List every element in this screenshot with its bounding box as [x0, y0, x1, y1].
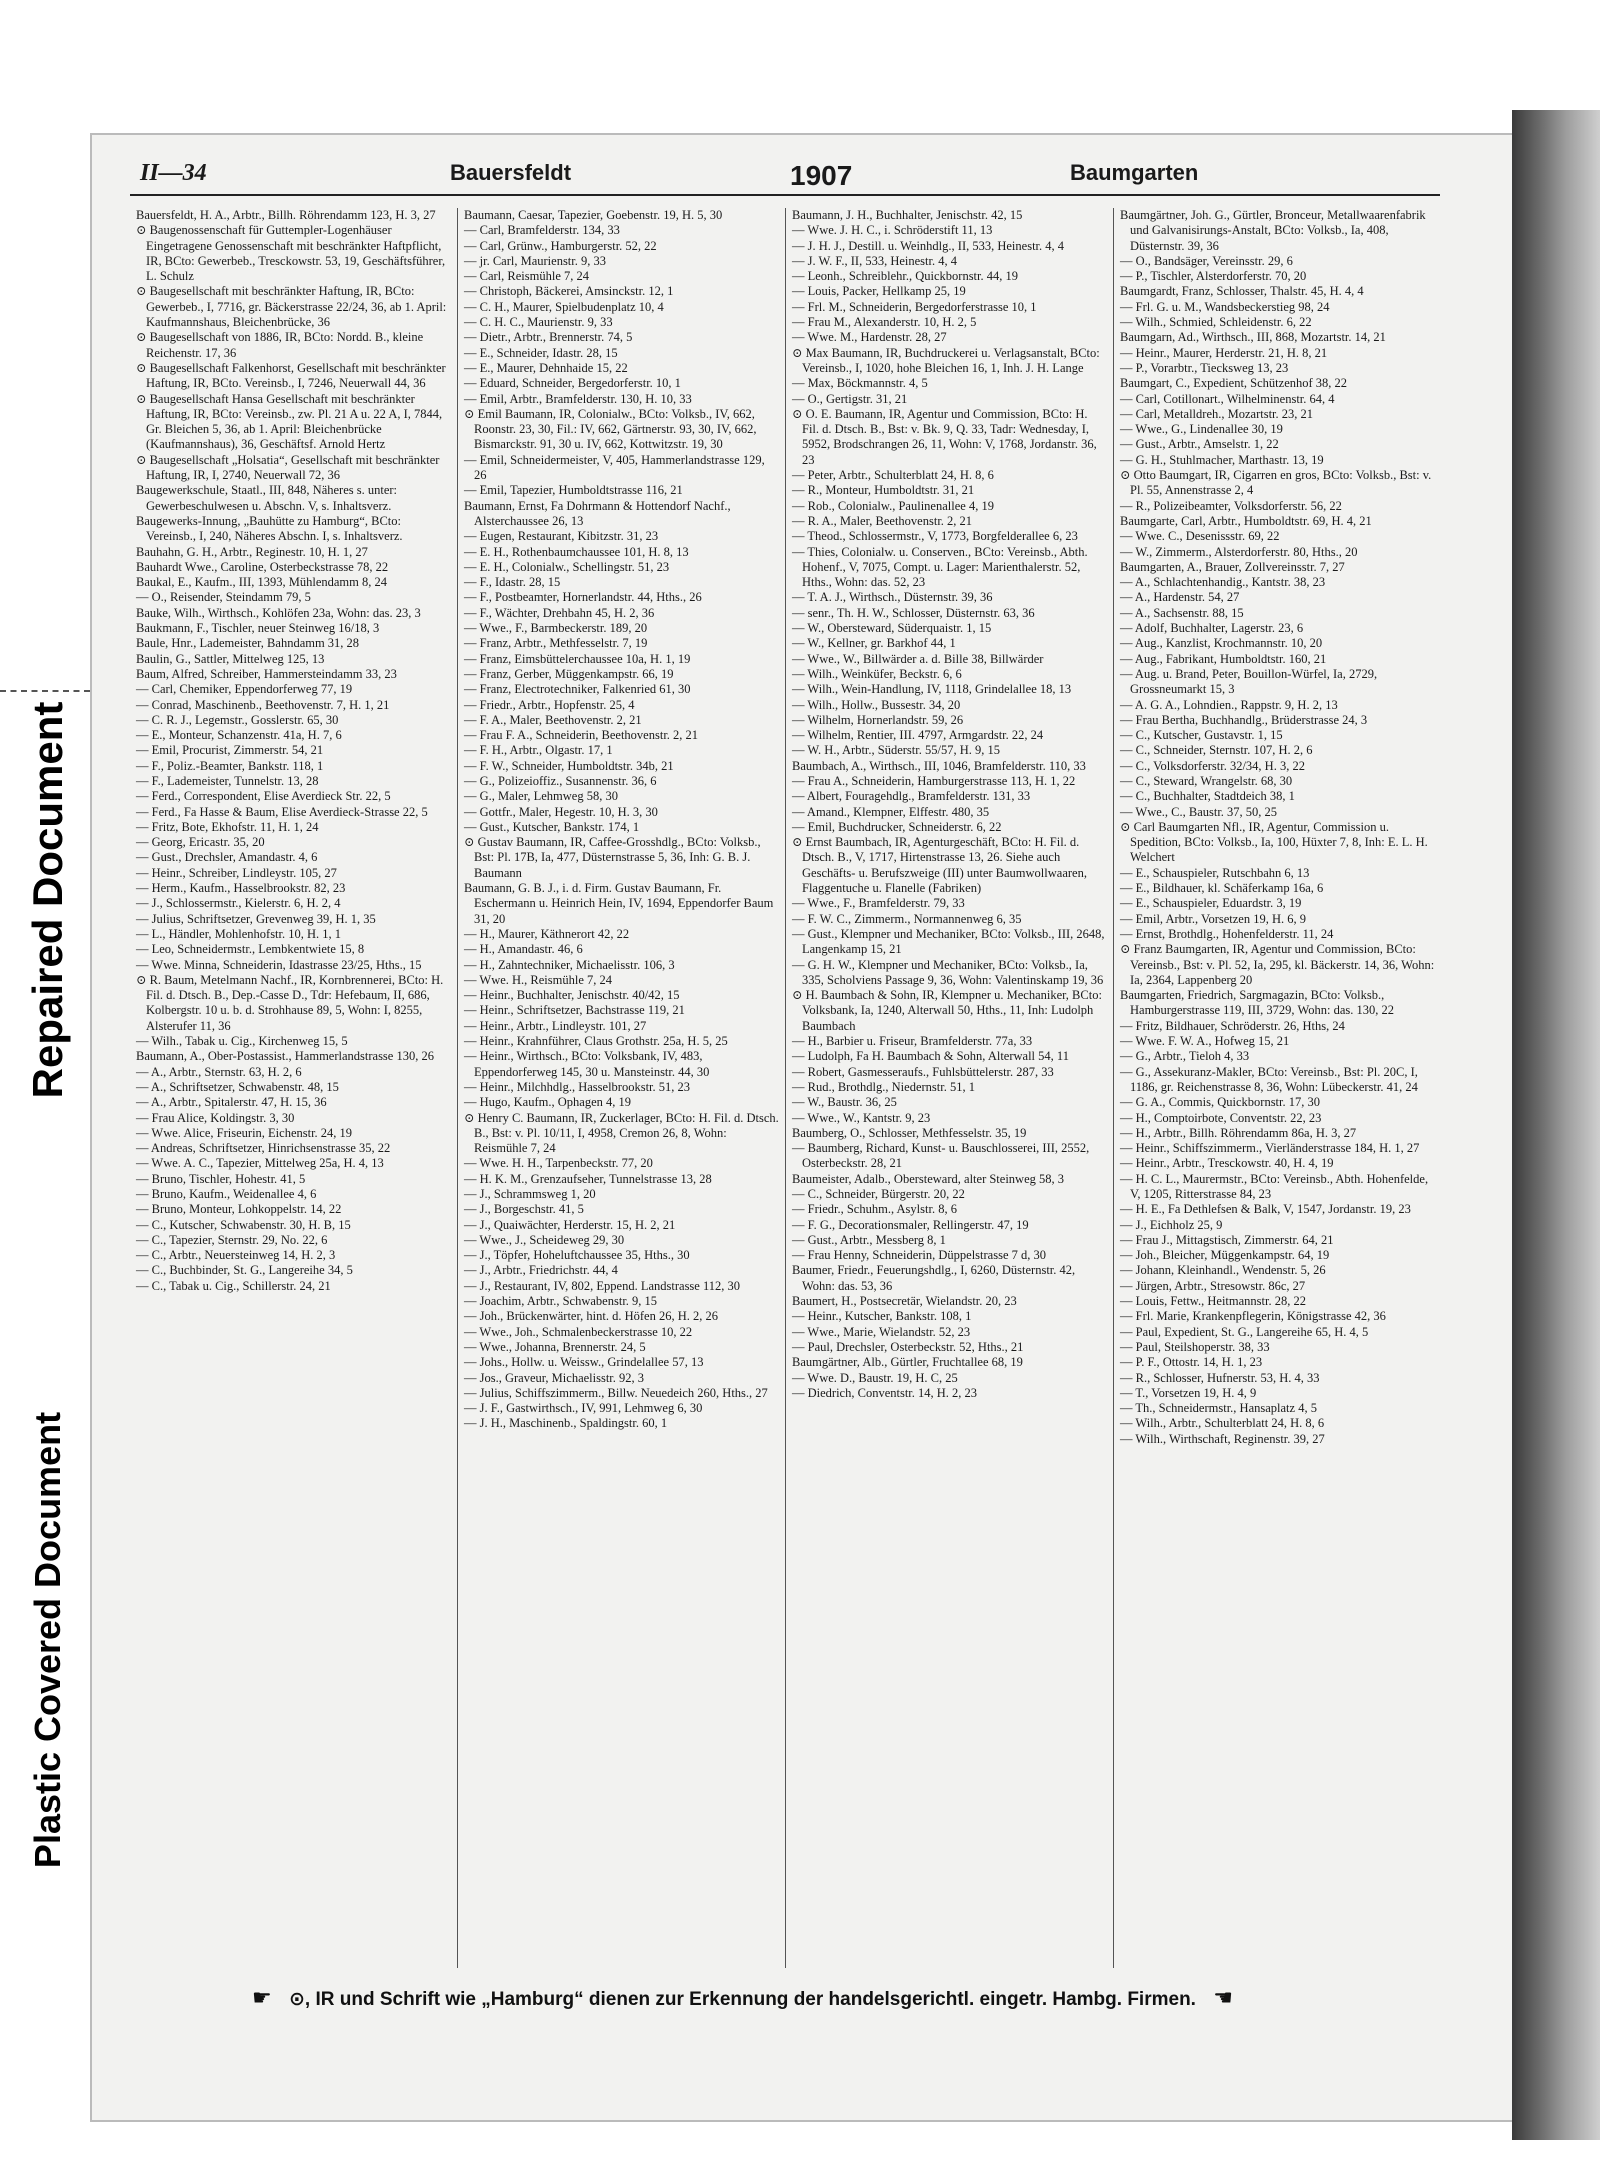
directory-entry: — J., Restaurant, IV, 802, Eppend. Landstrasse 112, 30 [464, 1278, 741, 1293]
directory-entry: — Carl, Bramfelderstr. 134, 33 [464, 223, 620, 238]
directory-entry: — F., Lademeister, Tunnelstr. 13, 28 [136, 773, 319, 788]
directory-entry: Bauersfeldt, H. A., Arbtr., Billh. Röhrendamm 123, H. 3, 27 [136, 208, 436, 222]
directory-entry: — E., Schneider, Idastr. 28, 15 [464, 345, 618, 360]
directory-entry: Baumgärtner, Alb., Gürtler, Fruchtallee 68, 19 [792, 1355, 1023, 1370]
directory-entry: — Wwe., J., Scheideweg 29, 30 [464, 1232, 625, 1247]
directory-entry: — Gust., Drechsler, Amandastr. 4, 6 [136, 850, 318, 865]
directory-entry: — Gust., Klempner und Mechaniker, BCto: Volksb., III, 2648, Langenkamp 15, 21 [792, 926, 1105, 957]
directory-entry: Baumeister, Adalb., Obersteward, alter Steinweg 58, 3 [792, 1171, 1064, 1186]
directory-entry: — Eugen, Restaurant, Kibitzstr. 31, 23 [464, 529, 659, 544]
directory-entry: — O., Reisender, Steindamm 79, 5 [136, 590, 311, 605]
directory-entry: — Wwe. C., Desenissstr. 69, 22 [1120, 529, 1280, 544]
directory-entry: — Conrad, Maschinenb., Beethovenstr. 7, H. 1, 21 [136, 697, 390, 712]
directory-entry: — Wilh., Wein-Handlung, IV, 1118, Grindelallee 18, 13 [792, 682, 1072, 697]
directory-entry: ⊙ O. E. Baumann, IR, Agentur und Commission, BCto: H. Fil. d. Dtsch. B., Bst: v. Bk. 9, Q. 33, Tadr: Wednesday, I, 5952, Brodschrangen 26, 11, Wohn: V, 1768, Jordanstr. 36, 23 [792, 406, 1097, 467]
directory-entry: — W., Kellner, gr. Barkhof 44, 1 [792, 636, 956, 651]
directory-entry: — Wilhelm, Rentier, III. 4797, Armgardstr. 22, 24 [792, 728, 1044, 743]
directory-entry: — Emil, Arbtr., Vorsetzen 19, H. 6, 9 [1120, 911, 1306, 926]
directory-entry: — Wilh., Schmied, Schleidenstr. 6, 22 [1120, 315, 1312, 330]
year-heading: 1907 [790, 160, 853, 191]
directory-entry: — Bruno, Tischler, Hohestr. 41, 5 [136, 1171, 306, 1186]
directory-entry: — Paul, Expedient, St. G., Langereihe 65, H. 4, 5 [1120, 1324, 1369, 1339]
directory-entry: — P. F., Ottostr. 14, H. 1, 23 [1120, 1355, 1263, 1370]
directory-entry: Bauhahn, G. H., Arbtr., Reginestr. 10, H. 1, 27 [136, 544, 368, 559]
directory-entry: — J. H. J., Destill. u. Weinhdlg., II, 533, Heinestr. 4, 4 [792, 238, 1065, 253]
directory-entry: — Fritz, Bote, Ekhofstr. 11, H. 1, 24 [136, 819, 319, 834]
directory-entry: Baulin, G., Sattler, Mittelweg 125, 13 [136, 651, 325, 666]
directory-entry: — Emil, Schneidermeister, V, 405, Hammerlandstrasse 129, 26 [464, 452, 765, 483]
directory-entry: — G. H. W., Klempner und Mechaniker, BCto: Volksb., Ia, 335, Scholviens Passage 9, 36, Wohn: Valentinskamp 19, 36 [792, 957, 1104, 987]
directory-entry: Baumann, Ernst, Fa Dohrmann & Hottendorf Nachf., Alsterchaussee 26, 13 [464, 498, 731, 528]
directory-entry: — F. H., Arbtr., Olgastr. 17, 1 [464, 743, 613, 758]
directory-entry: — Wwe. D., Baustr. 19, H. C, 25 [792, 1370, 958, 1385]
directory-entry: — G., Arbtr., Tieloh 4, 33 [1120, 1049, 1250, 1064]
directory-entry: — Ernst, Brothdlg., Hohenfelderstr. 11, 24 [1120, 926, 1334, 941]
directory-entry: — Wwe., W., Kantstr. 9, 23 [792, 1110, 931, 1125]
directory-entry: — Wilh., Tabak u. Cig., Kirchenweg 15, 5 [136, 1034, 348, 1049]
directory-entry: Bauhardt Wwe., Caroline, Osterbeckstrasse 78, 22 [136, 559, 389, 574]
directory-entry: — A., Arbtr., Sternstr. 63, H. 2, 6 [136, 1064, 302, 1079]
directory-entry: — H., Amandastr. 46, 6 [464, 942, 583, 957]
directory-entry: — J., Eichholz 25, 9 [1120, 1217, 1223, 1232]
directory-entry: — J., Borgeschstr. 41, 5 [464, 1202, 584, 1217]
directory-entry: — Wwe. Alice, Friseurin, Eichenstr. 24, 19 [136, 1125, 353, 1140]
directory-entry: Baumgärtner, Joh. G., Gürtler, Bronceur, Metallwaarenfabrik und Galvanisirungs-Anstalt, BCto: Volksb., Ia, 408, Düsternstr. 39, 36 [1120, 208, 1426, 253]
directory-entry: — Louis, Packer, Hellkamp 25, 19 [792, 284, 966, 299]
dashed-separator [0, 690, 90, 692]
plastic-covered-label: Plastic Covered Document [27, 1411, 68, 1869]
directory-entry: — Aug. u. Brand, Peter, Bouillon-Würfel, Ia, 2729, Grossneumarkt 15, 3 [1120, 666, 1378, 697]
directory-entry: — E., Schauspieler, Rutschbahn 6, 13 [1120, 865, 1310, 880]
directory-entry: Baumann, J. H., Buchhalter, Jenischstr. 42, 15 [792, 208, 1023, 222]
directory-entry: — Heinr., Arbtr., Lindleystr. 101, 27 [464, 1018, 647, 1033]
pointing-hand-right-icon: ☚ [1213, 1985, 1233, 2010]
directory-entry: Baumgarten, A., Brauer, Zollvereinsstr. 7, 27 [1120, 559, 1345, 574]
directory-entry: — C., Kutscher, Schwabenstr. 30, H. B, 15 [136, 1217, 351, 1232]
directory-entry: — jr. Carl, Maurienstr. 9, 33 [464, 253, 606, 268]
directory-entry: — Heinr., Kutscher, Bankstr. 108, 1 [792, 1309, 972, 1324]
directory-entry: Baugewerks-Innung, „Bauhütte zu Hamburg“, BCto: Vereinsb., I, 240, Näheres Abschn. I, s. Inhaltsverz. [136, 513, 403, 544]
directory-entry: — Wwe. H. H., Tarpenbeckstr. 77, 20 [464, 1156, 653, 1171]
directory-entry: — Carl, Reismühle 7, 24 [464, 269, 589, 284]
directory-entry: — C., Tabak u. Cig., Schillerstr. 24, 21 [136, 1278, 331, 1293]
page-header [130, 160, 1440, 196]
directory-entry: — F., Wächter, Drehbahn 45, H. 2, 36 [464, 605, 655, 620]
directory-entry: — Heinr., Schriftsetzer, Bachstrasse 119, 21 [464, 1003, 685, 1018]
directory-entry: — Wwe., Marie, Wielandstr. 52, 23 [792, 1324, 971, 1339]
directory-entry: — Johann, Kleinhandl., Wendenstr. 5, 26 [1120, 1263, 1326, 1278]
directory-entry: — F. W. C., Zimmerm., Normannenweg 6, 35 [792, 911, 1022, 926]
directory-entry: — W., Zimmerm., Alsterdorferstr. 80, Hths., 20 [1120, 544, 1358, 559]
directory-entry: — Emil, Tapezier, Humboldtstrasse 116, 21 [464, 483, 683, 498]
directory-entry: — Wwe., Joh., Schmalenbeckerstrasse 10, 22 [464, 1324, 693, 1339]
directory-entry: ⊙ Baugesellschaft von 1886, IR, BCto: Nordd. B., kleine Reichenstr. 17, 36 [136, 330, 424, 360]
directory-entry: — Bruno, Kaufm., Weidenallee 4, 6 [136, 1187, 317, 1201]
directory-entry: — Wilh., Hollw., Bussestr. 34, 20 [792, 697, 961, 712]
directory-entry: — Heinr., Schreiber, Lindleystr. 105, 27 [136, 865, 337, 880]
directory-entry: Baumberg, O., Schlosser, Methfesselstr. 35, 19 [792, 1125, 1027, 1140]
directory-entry: — Gottfr., Maler, Hegestr. 10, H. 3, 30 [464, 804, 658, 819]
directory-entry: — Wwe., G., Lindenallee 30, 19 [1120, 422, 1283, 437]
directory-entry: — Frau M., Alexanderstr. 10, H. 2, 5 [792, 315, 977, 330]
directory-entry: — Wwe. J. H. C., i. Schröderstift 11, 13 [792, 223, 993, 238]
column-3 [786, 208, 1114, 1968]
directory-entry: ⊙ Franz Baumgarten, IR, Agentur und Commission, BCto: Vereinsb., Bst: v. Pl. 52, Ia, 295, kl. Bäckerstr. 14, 36, Wohn: Ia, 2364, Lappenberg 20 [1120, 942, 1435, 987]
directory-entry: — Paul, Steilshoperstr. 38, 33 [1120, 1339, 1270, 1354]
directory-entry: — Aug., Kanzlist, Krochmannstr. 10, 20 [1120, 636, 1323, 651]
directory-entry: — Fritz, Bildhauer, Schröderstr. 26, Hths, 24 [1120, 1018, 1345, 1033]
directory-entry: ⊙ Gustav Baumann, IR, Caffee-Grosshdlg., BCto: Volksb., Bst: Pl. 17B, Ia, 477, Düsternstrasse 5, 36, Inh: G. B. J. Baumann [464, 835, 761, 880]
directory-entry: — F., Idastr. 28, 15 [464, 575, 561, 590]
directory-entry: — Carl, Metalldreh., Mozartstr. 23, 21 [1120, 406, 1314, 421]
directory-entry: — T. A. J., Wirthsch., Düsternstr. 39, 36 [792, 590, 993, 605]
directory-entry: — Julius, Schiffszimmerm., Billw. Neuedeich 260, Hths., 27 [464, 1385, 768, 1400]
directory-entry: — Wwe. A. C., Tapezier, Mittelweg 25a, H. 4, 13 [136, 1156, 384, 1171]
page-number: II—34 [140, 160, 207, 186]
directory-entry: — Johs., Hollw. u. Weissw., Grindelallee 57, 13 [464, 1355, 704, 1370]
directory-entry: Baumann, G. B. J., i. d. Firm. Gustav Baumann, Fr. Eschermann u. Heinrich Hein, IV, 1694, Eppendorfer Baum 31, 20 [464, 881, 774, 926]
directory-entry: — Heinr., Maurer, Herderstr. 21, H. 8, 21 [1120, 345, 1328, 360]
directory-entry: — Max, Böckmannstr. 4, 5 [792, 376, 928, 391]
directory-entry: — Aug., Fabrikant, Humboldtstr. 160, 21 [1120, 651, 1327, 666]
directory-entry: — Heinr., Buchhalter, Jenischstr. 40/42, 15 [464, 988, 680, 1003]
directory-entry: — Eduard, Schneider, Bergedorferstr. 10, 1 [464, 376, 681, 391]
directory-entry: — Emil, Procurist, Zimmerstr. 54, 21 [136, 743, 324, 758]
directory-entry: Baumgarten, Friedrich, Sargmagazin, BCto: Volksb., Hamburgerstrasse 119, III, 3729, Wohn: das. 130, 22 [1120, 988, 1395, 1018]
directory-entry: — Rud., Brothdlg., Niedernstr. 51, 1 [792, 1079, 975, 1094]
directory-entry: ⊙ Henry C. Baumann, IR, Zuckerlager, BCto: H. Fil. d. Dtsch. B., Bst: v. Pl. 10/11, I, 4958, Cremon 26, 8, Wohn: Reismühle 7, 24 [464, 1110, 779, 1156]
directory-entry: — W. H., Arbtr., Süderstr. 55/57, H. 9, 15 [792, 743, 1000, 758]
directory-entry: — O., Gertigstr. 31, 21 [792, 391, 908, 406]
directory-entry: — J. F., Gastwirthsch., IV, 991, Lehmweg 6, 30 [464, 1401, 703, 1416]
directory-entry: — J., Schlossermstr., Kielerstr. 6, H. 2, 4 [136, 896, 341, 911]
directory-entry: Baumgart, C., Expedient, Schützenhof 38, 22 [1120, 376, 1348, 391]
directory-entry: — Jos., Graveur, Michaelisstr. 92, 3 [464, 1370, 645, 1385]
directory-entry: — Paul, Drechsler, Osterbeckstr. 52, Hths., 21 [792, 1339, 1024, 1354]
page-footer [240, 1985, 1440, 2025]
directory-entry: — R. A., Maler, Beethovenstr. 2, 21 [792, 513, 973, 528]
directory-entry: — Rob., Colonialw., Paulinenallee 4, 19 [792, 498, 994, 513]
directory-entry: ⊙ Baugesellschaft mit beschränkter Haftung, IR, BCto: Gewerbeb., I, 7716, gr. Bäckerstrasse 22/24, 36, ab 1. April: Kaufmannshaus, Bleichenbrücke, 36 [136, 284, 447, 330]
directory-entry: — C. H. C., Maurienstr. 9, 33 [464, 315, 613, 330]
directory-entry: — O., Bandsäger, Vereinsstr. 29, 6 [1120, 253, 1293, 268]
directory-entry: — Baumberg, Richard, Kunst- u. Bauschlosserei, III, 2552, Osterbeckstr. 28, 21 [792, 1141, 1090, 1171]
directory-entry: — Frau Henny, Schneiderin, Düppelstrasse 7 d, 30 [792, 1248, 1047, 1263]
directory-entry: — Albert, Fouragehdlg., Bramfelderstr. 131, 33 [792, 789, 1031, 804]
directory-entry: — Friedr., Arbtr., Hopfenstr. 25, 4 [464, 697, 635, 712]
directory-entry: — C., Tapezier, Sternstr. 29, No. 22, 6 [136, 1232, 328, 1247]
directory-entry: — A. G. A., Lohndien., Rappstr. 9, H. 2, 13 [1120, 697, 1338, 712]
directory-entry: — G. H., Stuhlmacher, Marthastr. 13, 19 [1120, 452, 1324, 467]
directory-entry: — Frau F. A., Schneiderin, Beethovenstr. 2, 21 [464, 728, 699, 743]
directory-entry: — Ludolph, Fa H. Baumbach & Sohn, Alterwall 54, 11 [792, 1049, 1069, 1064]
directory-entry: ⊙ Baugesellschaft Hansa Gesellschaft mit beschränkter Haftung, IR, BCto: Vereinsb., zw. Pl. 21 A u. 22 A, I, 7844, Gr. Bleichen 5, 36, ab 1. April: Bleichenbrücke (Kaufmannshaus), 36, Geschäftsf. Arnold Hertz [136, 391, 443, 452]
directory-entry: — C., Schneider, Sternstr. 107, H. 2, 6 [1120, 743, 1313, 758]
column-2 [458, 208, 786, 1968]
directory-entry: — Heinr., Schiffszimmerm., Vierländerstrasse 184, H. 1, 27 [1120, 1141, 1420, 1156]
directory-entry: — R., Monteur, Humboldtstr. 31, 21 [792, 483, 975, 498]
directory-entry: — A., Arbtr., Spitalerstr. 47, H. 15, 36 [136, 1095, 327, 1110]
directory-entry: — Julius, Schriftsetzer, Grevenweg 39, H. 1, 35 [136, 911, 376, 926]
directory-entry: — G., Maler, Lehmweg 58, 30 [464, 789, 618, 804]
directory-entry: — Friedr., Schuhm., Asylstr. 8, 6 [792, 1202, 957, 1217]
directory-entry: — Bruno, Monteur, Lohkoppelstr. 14, 22 [136, 1202, 342, 1217]
directory-entry: ⊙ Baugenossenschaft für Guttempler-Logenhäuser Eingetragene Genossenschaft mit beschränkter Haftpflicht, IR, BCto: Gewerbeb., Tresckowstr. 53, 19, Geschäftsführer, L. Schulz [136, 223, 446, 284]
directory-entry: — Frau J., Mittagstisch, Zimmerstr. 64, 21 [1120, 1232, 1334, 1247]
directory-entry: Baumgarte, Carl, Arbtr., Humboldtstr. 69, H. 4, 21 [1120, 513, 1372, 528]
directory-entry: — Georg, Ericastr. 35, 20 [136, 835, 265, 850]
directory-entry: Baumbach, A., Wirthsch., III, 1046, Bramfelderstr. 110, 33 [792, 758, 1086, 773]
directory-entry: — A., Schlachtenhandig., Kantstr. 38, 23 [1120, 575, 1326, 590]
directory-entry: — Joachim, Arbtr., Schwabenstr. 9, 15 [464, 1294, 658, 1309]
directory-entry: — C., Arbtr., Neuersteinweg 14, H. 2, 3 [136, 1248, 336, 1263]
directory-entry: — Frau Alice, Koldingstr. 3, 30 [136, 1110, 295, 1125]
directory-entry: ⊙ H. Baumbach & Sohn, IR, Klempner u. Mechaniker, BCto: Volksbank, Ia, 1240, Alterwall 50, Hths., 11, Inh: Ludolph Baumbach [792, 988, 1102, 1033]
directory-entry: — Wwe. M., Hardenstr. 28, 27 [792, 330, 947, 345]
directory-entry: Baumert, H., Postsecretär, Wielandstr. 20, 23 [792, 1294, 1017, 1309]
directory-entry: — G. A., Commis, Quickbornstr. 17, 30 [1120, 1095, 1321, 1110]
directory-entry: — Wwe., Johanna, Brennerstr. 24, 5 [464, 1339, 646, 1354]
directory-columns [130, 208, 1442, 1968]
directory-entry: — J. W. F., II, 533, Heinestr. 4, 4 [792, 253, 957, 268]
scan-annotation-strip [0, 0, 90, 2177]
directory-entry: — L., Händler, Mohlenhofstr. 10, H. 1, 1 [136, 926, 342, 941]
directory-entry: — C. H., Maurer, Spielbudenplatz 10, 4 [464, 299, 664, 314]
pointing-hand-left-icon: ☛ [252, 1985, 272, 2010]
directory-entry: ⊙ Ernst Baumbach, IR, Agenturgeschäft, BCto: H. Fil. d. Dtsch. B., V, 1717, Hirtenstrasse 13, 26. Siehe auch Geschäfts- u. Berufszweige (III) unter Baumwollwaaren, Flaggentuche u. Flanelle (Fabriken) [792, 835, 1087, 896]
directory-entry: — J., Töpfer, Hoheluftchaussee 35, Hths., 30 [464, 1248, 690, 1263]
directory-entry: Baumgardt, Franz, Schlosser, Thalstr. 45, H. 4, 4 [1120, 284, 1364, 299]
directory-entry: — C. R. J., Legemstr., Gosslerstr. 65, 30 [136, 712, 339, 727]
directory-entry: — Heinr., Krahnführer, Claus Grothstr. 25a, H. 5, 25 [464, 1034, 728, 1049]
directory-entry: — Joh., Brückenwärter, hint. d. Höfen 26, H. 2, 26 [464, 1309, 718, 1324]
directory-entry: — J., Quaiwächter, Herderstr. 15, H. 2, 21 [464, 1217, 676, 1232]
directory-entry: Baumer, Friedr., Feuerungshdlg., I, 6260, Düsternstr. 42, Wohn: das. 53, 36 [792, 1263, 1076, 1293]
directory-entry: — Wilh., Weinküfer, Beckstr. 6, 6 [792, 666, 962, 681]
directory-entry: Bauke, Wilh., Wirthsch., Kohlöfen 23a, Wohn: das. 23, 3 [136, 605, 421, 620]
directory-entry: — T., Vorsetzen 19, H. 4, 9 [1120, 1385, 1257, 1400]
directory-entry: — R., Schlosser, Hufnerstr. 53, H. 4, 33 [1120, 1370, 1320, 1385]
directory-entry: — J., Schrammsweg 1, 20 [464, 1187, 596, 1201]
directory-entry: — Jürgen, Arbtr., Stresowstr. 86c, 27 [1120, 1278, 1306, 1293]
directory-entry: — Emil, Buchdrucker, Schneiderstr. 6, 22 [792, 819, 1002, 834]
directory-entry: — Wwe. F. W. A., Hofweg 15, 21 [1120, 1034, 1290, 1049]
book-binding-edge [1512, 110, 1600, 2140]
directory-entry: ⊙ R. Baum, Metelmann Nachf., IR, Kornbrennerei, BCto: H. Fil. d. Dtsch. B., Dep.-Casse D., Tdr: Hefebaum, II, 686, Kolbergstr. 10 u. b. d. Strohhause 89, 5, Wohn: I, 8255, Alsterufer 11, 36 [136, 972, 444, 1033]
directory-entry: Baumgarn, Ad., Wirthsch., III, 868, Mozartstr. 14, 21 [1120, 330, 1386, 345]
directory-entry: — Heinr., Wirthsch., BCto: Volksbank, IV, 483, Eppendorferweg 145, 30 u. Mansteinstr. 44, 30 [464, 1049, 710, 1079]
directory-entry: — W., Baustr. 36, 25 [792, 1095, 897, 1110]
directory-entry: — Franz, Electrotechniker, Falkenried 61, 30 [464, 682, 691, 697]
directory-entry: — H., Comptoirbote, Conventstr. 22, 23 [1120, 1110, 1322, 1125]
directory-entry: — H., Arbtr., Billh. Röhrendamm 86a, H. 3, 27 [1120, 1125, 1357, 1140]
directory-entry: — Frl. M., Schneiderin, Bergedorferstrasse 10, 1 [792, 299, 1037, 314]
directory-entry: — F. A., Maler, Beethovenstr. 2, 21 [464, 712, 642, 727]
directory-entry: — Frau A., Schneiderin, Hamburgerstrasse 113, H. 1, 22 [792, 773, 1076, 788]
directory-entry: — Gust., Arbtr., Messberg 8, 1 [792, 1232, 946, 1247]
directory-entry: — Frau Bertha, Buchhandlg., Brüderstrasse 24, 3 [1120, 712, 1368, 727]
directory-entry: — H. E., Fa Dethlefsen & Balk, V, 1547, Jordanstr. 19, 23 [1120, 1202, 1411, 1217]
directory-entry: — Christoph, Bäckerei, Amsinckstr. 12, 1 [464, 284, 674, 299]
directory-entry: — A., Sachsenstr. 88, 15 [1120, 605, 1244, 620]
directory-entry: — H. C. L., Maurermstr., BCto: Vereinsb., Abth. Hohenfelde, V, 1205, Ritterstrasse 84, 23 [1120, 1171, 1429, 1201]
directory-entry: — Ferd., Correspondent, Elise Averdieck Str. 22, 5 [136, 789, 391, 804]
directory-entry: — E., Maurer, Dehnhaide 15, 22 [464, 360, 628, 375]
directory-entry: — Wilhelm, Hornerlandstr. 59, 26 [792, 712, 964, 727]
directory-entry: — F. W., Schneider, Humboldtstr. 34b, 21 [464, 758, 674, 773]
directory-entry: — Emil, Arbtr., Bramfelderstr. 130, H. 10, 33 [464, 391, 692, 406]
directory-entry: — Wwe., C., Baustr. 37, 50, 25 [1120, 804, 1278, 819]
directory-entry: — Franz, Gerber, Müggenkampstr. 66, 19 [464, 666, 674, 681]
directory-entry: — Gust., Arbtr., Amselstr. 1, 22 [1120, 437, 1279, 452]
directory-entry: — C., Kutscher, Gustavstr. 1, 15 [1120, 728, 1283, 743]
directory-entry: — A., Schriftsetzer, Schwabenstr. 48, 15 [136, 1079, 339, 1094]
directory-entry: — G., Polizeioffiz., Susannenstr. 36, 6 [464, 773, 657, 788]
directory-entry: — F. G., Decorationsmaler, Rellingerstr. 47, 19 [792, 1217, 1029, 1232]
directory-entry: — H., Zahntechniker, Michaelisstr. 106, 3 [464, 957, 675, 972]
directory-entry: — Peter, Arbtr., Schulterblatt 24, H. 8, 6 [792, 468, 994, 483]
directory-entry: — E. H., Rothenbaumchaussee 101, H. 8, 13 [464, 544, 689, 559]
directory-entry: ⊙ Carl Baumgarten Nfl., IR, Agentur, Commission u. Spedition, BCto: Volksb., Ia, 100, Hüxter 7, 8, Inh: E. L. H. Welchert [1120, 819, 1428, 865]
directory-entry: — Adolf, Buchhalter, Lagerstr. 23, 6 [1120, 621, 1304, 636]
directory-entry: — Leonh., Schreiblehr., Quickbornstr. 44, 19 [792, 269, 1019, 284]
directory-entry: ⊙ Max Baumann, IR, Buchdruckerei u. Verlagsanstalt, BCto: Vereinsb., I, 1020, hohe Bleichen 16, 1, Inh. J. H. Lange [792, 345, 1100, 375]
directory-entry: — Robert, Gasmesseraufs., Fuhlsbüttelerstr. 287, 33 [792, 1064, 1054, 1079]
directory-entry: — H., Barbier u. Friseur, Bramfelderstr. 77a, 33 [792, 1034, 1033, 1049]
directory-entry: — Heinr., Milchhdlg., Hasselbrookstr. 51, 23 [464, 1079, 691, 1094]
directory-entry: — Gust., Kutscher, Bankstr. 174, 1 [464, 819, 640, 834]
directory-entry: — Hugo, Kaufm., Ophagen 4, 19 [464, 1095, 631, 1110]
directory-entry: Baukal, E., Kaufm., III, 1393, Mühlendamm 8, 24 [136, 575, 387, 590]
directory-entry: Baumann, A., Ober-Postassist., Hammerlandstrasse 130, 26 [136, 1049, 434, 1064]
directory-entry: — W., Obersteward, Süderquaistr. 1, 15 [792, 621, 992, 636]
repaired-document-label: Repaired Document [24, 701, 71, 1099]
directory-entry: — G., Assekuranz-Makler, BCto: Vereinsb., Bst: Pl. 20C, I, 1186, gr. Reichenstrasse 8, 36, Wohn: Lübeckerstr. 41, 24 [1120, 1064, 1418, 1094]
directory-entry: — Wwe. Minna, Schneiderin, Idastrasse 23/25, Hths., 15 [136, 957, 422, 972]
right-running-head: Baumgarten [1070, 160, 1199, 185]
directory-entry: — Dietr., Arbtr., Brennerstr. 74, 5 [464, 330, 633, 345]
directory-entry: — Wwe., W., Billwärder a. d. Bille 38, Billwärder [792, 651, 1044, 666]
directory-entry: Baule, Hnr., Lademeister, Bahndamm 31, 28 [136, 636, 360, 651]
directory-entry: — P., Vorarbtr., Tiecksweg 13, 23 [1120, 360, 1289, 375]
directory-entry: — Frl. G. u. M., Wandsbeckerstieg 98, 24 [1120, 299, 1330, 314]
directory-entry: — H. K. M., Grenzaufseher, Tunnelstrasse 13, 28 [464, 1171, 712, 1186]
directory-entry: — E., Schauspieler, Eduardstr. 3, 19 [1120, 896, 1302, 911]
directory-entry: ⊙ Otto Baumgart, IR, Cigarren en gros, BCto: Volksb., Bst: v. Pl. 55, Annenstrasse 2, 4 [1120, 468, 1432, 498]
directory-entry: — C., Schneider, Bürgerstr. 20, 22 [792, 1187, 965, 1201]
directory-entry: — Theod., Schlossermstr., V, 1773, Borgfelderallee 6, 23 [792, 529, 1078, 544]
directory-entry: — senr., Th. H. W., Schlosser, Düsternstr. 63, 36 [792, 605, 1035, 620]
directory-entry: — Diedrich, Conventstr. 14, H. 2, 23 [792, 1385, 978, 1400]
directory-entry: — Amand., Klempner, Elffestr. 480, 35 [792, 804, 990, 819]
directory-entry: ⊙ Baugesellschaft Falkenhorst, Gesellschaft mit beschränkter Haftung, IR, BCto. Vereinsb., I, 7246, Neuerwall 44, 36 [136, 360, 446, 391]
column-1 [130, 208, 458, 1968]
directory-entry: — C., Buchhalter, Stadtdeich 38, 1 [1120, 789, 1295, 804]
directory-entry: — Ferd., Fa Hasse & Baum, Elise Averdieck-Strasse 22, 5 [136, 804, 428, 819]
directory-entry: — Th., Schneidermstr., Hansaplatz 4, 5 [1120, 1401, 1317, 1416]
directory-entry: — Carl, Chemiker, Eppendorferweg 77, 19 [136, 682, 353, 697]
directory-entry: — J. H., Maschinenb., Spaldingstr. 60, 1 [464, 1416, 668, 1431]
directory-entry: ⊙ Baugesellschaft „Holsatia“, Gesellschaft mit beschränkter Haftung, IR, I, 2740, Neuerwall 72, 36 [136, 452, 440, 483]
directory-entry: — F., Postbeamter, Hornerlandstr. 44, Hths., 26 [464, 590, 702, 605]
directory-entry: — E. H., Colonialw., Schellingstr. 51, 23 [464, 559, 670, 574]
directory-entry: — Wwe. H., Reismühle 7, 24 [464, 972, 613, 987]
directory-entry: — Thies, Colonialw. u. Conserven., BCto: Vereinsb., Abth. Hohenf., V, 7075, Compt. u. Lager: Marienthalerstr. 52, Hths., Wohn: das. 52, 23 [792, 544, 1088, 590]
directory-entry: Baukmann, F., Tischler, neuer Steinweg 16/18, 3 [136, 621, 380, 636]
directory-entry: — Frl. Marie, Krankenpflegerin, Königstrasse 42, 36 [1120, 1309, 1386, 1324]
directory-entry: — Herm., Kaufm., Hasselbrookstr. 82, 23 [136, 881, 346, 896]
directory-entry: — C., Volksdorferstr. 32/34, H. 3, 22 [1120, 758, 1305, 773]
directory-entry: — R., Polizeibeamter, Volksdorferstr. 56, 22 [1120, 498, 1342, 513]
directory-entry: — E., Bildhauer, kl. Schäferkamp 16a, 6 [1120, 881, 1324, 896]
directory-entry: — Wilh., Wirthschaft, Reginenstr. 39, 27 [1120, 1431, 1325, 1446]
directory-entry: — F., Poliz.-Beamter, Bankstr. 118, 1 [136, 758, 324, 773]
directory-entry: — Wilh., Arbtr., Schulterblatt 24, H. 8, 6 [1120, 1416, 1325, 1431]
column-4 [1114, 208, 1442, 1968]
directory-entry: — Franz, Arbtr., Methfesselstr. 7, 19 [464, 636, 648, 651]
directory-entry: — Wwe., F., Bramfelderstr. 79, 33 [792, 896, 965, 911]
directory-entry: — Louis, Fettw., Heitmannstr. 28, 22 [1120, 1294, 1306, 1309]
directory-entry: — Leo, Schneidermstr., Lembkentwiete 15, 8 [136, 942, 365, 957]
directory-entry: — C., Steward, Wrangelstr. 68, 30 [1120, 773, 1293, 788]
directory-entry: — Carl, Cotillonart., Wilhelminenstr. 64, 4 [1120, 391, 1335, 406]
directory-entry: Baumann, Caesar, Tapezier, Goebenstr. 19, H. 5, 30 [464, 208, 723, 222]
directory-entry: — Andreas, Schriftsetzer, Hinrichsenstrasse 35, 22 [136, 1141, 391, 1156]
directory-entry: — Franz, Eimsbüttelerchaussee 10a, H. 1, 19 [464, 651, 691, 666]
directory-entry: — E., Monteur, Schanzenstr. 41a, H. 7, 6 [136, 728, 342, 743]
directory-entry: Baugewerkschule, Staatl., III, 848, Näheres s. unter: Gewerbeschulwesen u. Abschn. V, s. Inhaltsverz. [136, 483, 398, 513]
directory-entry: Baum, Alfred, Schreiber, Hammersteindamm 33, 23 [136, 666, 397, 681]
directory-entry: ⊙ Emil Baumann, IR, Colonialw., BCto: Volksb., IV, 662, Roonstr. 23, 30, Fil.: IV, 662, Gärtnerstr. 93, 30, IV, 662, Bismarckstr. 91, 30 u. IV, 662, Kottwitzstr. 19, 30 [464, 406, 757, 452]
left-running-head: Bauersfeldt [450, 160, 572, 185]
footer-legend: ⊙, IR und Schrift wie „Hamburg“ dienen zur Erkennung der handelsgerichtl. eingetr. Hambg. Firmen. [289, 1989, 1196, 2010]
directory-entry: — H., Maurer, Käthnerort 42, 22 [464, 926, 630, 941]
directory-entry: — C., Buchbinder, St. G., Langereihe 34, 5 [136, 1263, 353, 1278]
directory-entry: — P., Tischler, Alsterdorferstr. 70, 20 [1120, 269, 1307, 284]
directory-entry: — Joh., Bleicher, Müggenkampstr. 64, 19 [1120, 1248, 1330, 1263]
directory-entry: — Wwe., F., Barmbeckerstr. 189, 20 [464, 621, 648, 636]
directory-entry: — Heinr., Arbtr., Tresckowstr. 40, H. 4, 19 [1120, 1156, 1334, 1171]
directory-entry: — A., Hardenstr. 54, 27 [1120, 590, 1240, 605]
directory-entry: — J., Arbtr., Friedrichstr. 44, 4 [464, 1263, 618, 1278]
directory-entry: — Carl, Grünw., Hamburgerstr. 52, 22 [464, 238, 657, 253]
